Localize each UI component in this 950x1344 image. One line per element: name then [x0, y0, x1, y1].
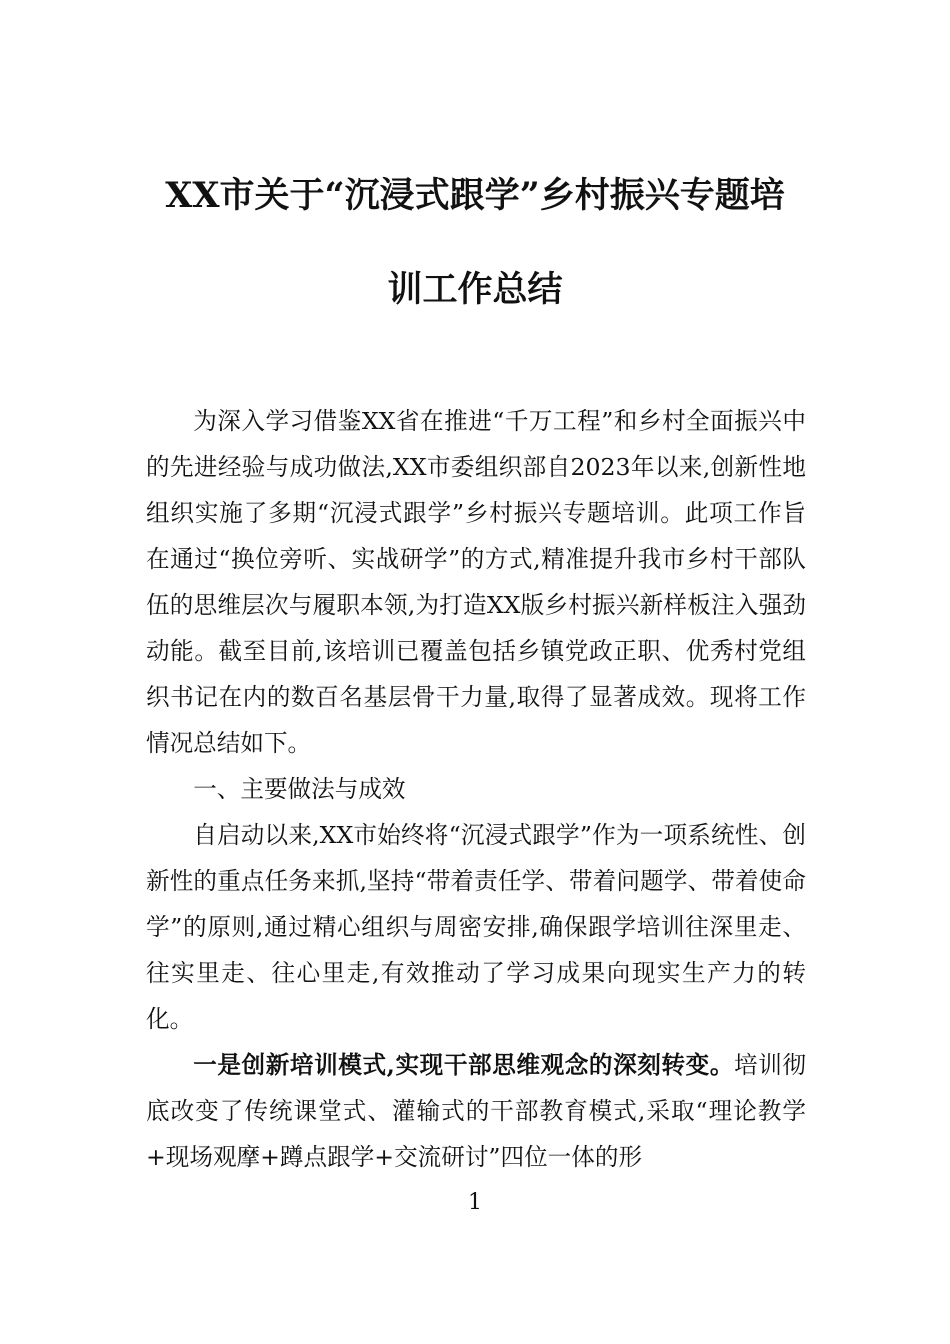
- point-paragraph: [146, 1042, 806, 1180]
- intro-paragraph: 为深入学习借鉴XX省在推进“千万工程”和乡村全面振兴中的先进经验与成功做法,XX市委组织部自2023年以来,创新性地组织实施了多期“沉浸式跟学”乡村振兴专题培训。此项工作旨在通过“换位旁听、实战研学”的方式,精准提升我市乡村干部队伍的思维层次与履职本领,为打造XX版乡村振兴新样板注入强劲动能。截至目前,该培训已覆盖包括乡镇党政正职、优秀村党组织书记在内的数百名基层骨干力量,取得了显著成效。现将工作情况总结如下。: [146, 407, 806, 757]
- section-heading: 一、主要做法与成效: [193, 775, 406, 803]
- document-title-line-1: XX市关于“沉浸式跟学”乡村振兴专题培: [165, 175, 785, 216]
- page-number: 1: [468, 1190, 482, 1215]
- point-text: 培训彻底改变了传统课堂式、灌输式的干部教育模式,采取“理论教学+现场观摩+蹲点跟学+交流研讨”四位一体的形: [146, 1051, 807, 1171]
- document-title-line-2: 训工作总结: [387, 269, 563, 310]
- section-paragraph: 自启动以来,XX市始终将“沉浸式跟学”作为一项系统性、创新性的重点任务来抓,坚持“带着责任学、带着问题学、带着使命学”的原则,通过精心组织与周密安排,确保跟学培训往深里走、往实里走、往心里走,有效推动了学习成果向现实生产力的转化。: [146, 821, 806, 1033]
- document-body: [146, 398, 806, 1180]
- point-lead: 一是创新培训模式,实现干部思维观念的深刻转变。: [193, 1051, 735, 1079]
